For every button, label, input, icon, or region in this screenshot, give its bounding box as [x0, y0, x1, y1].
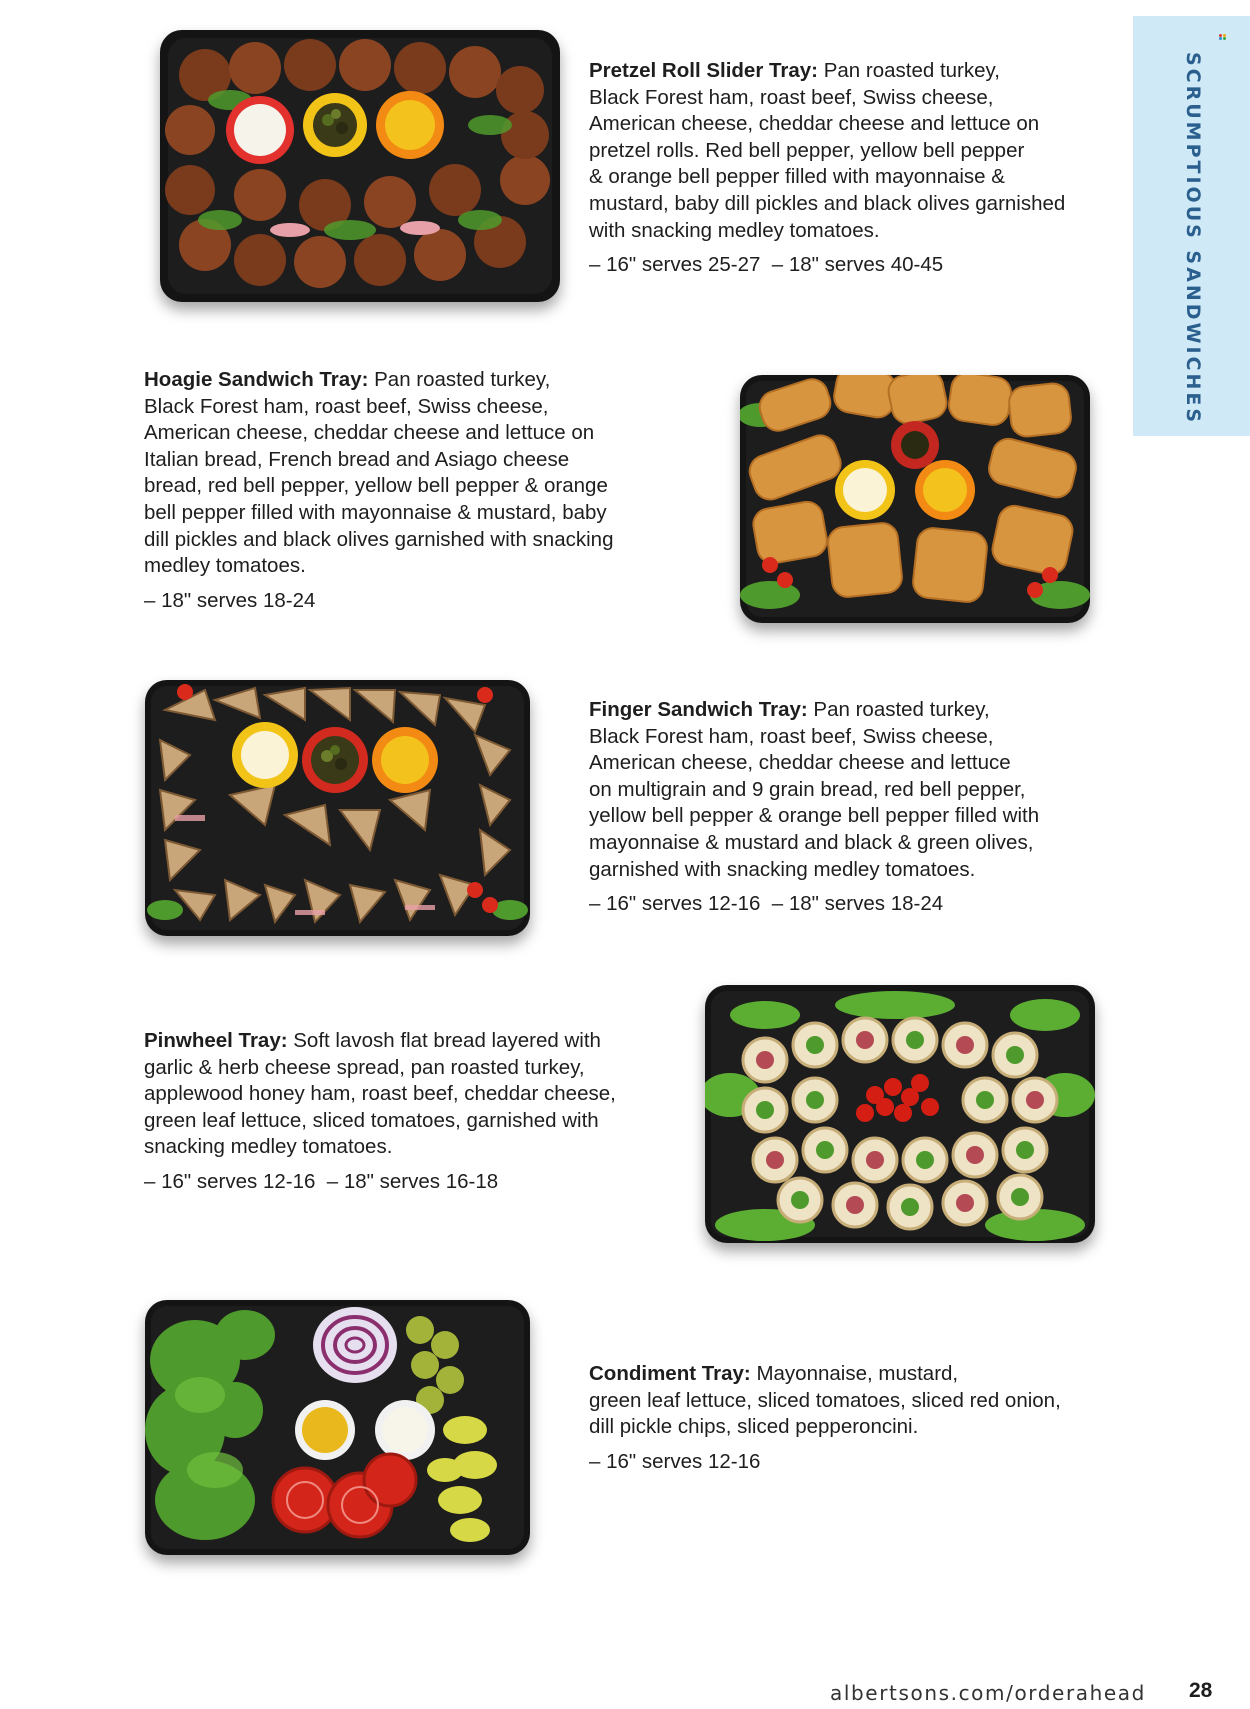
product-condiment-tray: [589, 1361, 1061, 1475]
footer-url[interactable]: albertsons.com/orderahead: [830, 1681, 1146, 1705]
product-serves: – 16" serves 25-27 – 18" serves 40-45: [589, 253, 944, 277]
product-desc-line: Pan roasted turkey,: [807, 698, 990, 721]
product-desc-line: dill pickle chips, sliced pepperoncini.: [589, 1415, 919, 1439]
finger-sandwich-tray-image: [145, 680, 530, 936]
product-serves: – 16" serves 12-16: [589, 1449, 761, 1473]
product-desc-line: American cheese, cheddar cheese and lettuce: [589, 751, 1011, 775]
product-desc-line: pretzel rolls. Red bell pepper, yellow bell pepper: [589, 138, 1025, 162]
hoagie-sandwich-tray-image: [740, 375, 1090, 623]
condiment-tray-image: [145, 1300, 530, 1555]
section-tab-label: SCRUMPTIOUS SANDWICHES: [1182, 52, 1204, 426]
product-serves: – 16" serves 12-16 – 18" serves 18-24: [589, 892, 944, 916]
product-pinwheel-tray: [144, 1028, 616, 1196]
product-desc-line: Black Forest ham, roast beef, Swiss cheese,: [144, 394, 549, 418]
product-desc-line: garlic & herb cheese spread, pan roasted turkey,: [144, 1055, 585, 1079]
product-desc-line: green leaf lettuce, sliced tomatoes, garnished with: [144, 1108, 599, 1132]
product-desc-line: Mayonnaise, mustard,: [750, 1362, 959, 1385]
page-number: 28: [1189, 1679, 1213, 1702]
product-desc-line: American cheese, cheddar cheese and lettuce on: [144, 421, 595, 445]
product-finger-sandwich-tray: [589, 697, 1039, 918]
product-hoagie-sandwich-tray: [144, 367, 613, 614]
product-name: Pinwheel Tray:: [144, 1029, 288, 1052]
product-desc-line: medley tomatoes.: [144, 554, 306, 578]
product-desc-line: American cheese, cheddar cheese and lettuce on: [589, 112, 1040, 136]
product-desc-line: bell pepper filled with mayonnaise & mustard, baby: [144, 500, 607, 524]
product-name: Hoagie Sandwich Tray:: [144, 368, 369, 391]
product-desc-line: green leaf lettuce, sliced tomatoes, sliced red onion,: [589, 1388, 1061, 1412]
product-desc-line: on multigrain and 9 grain bread, red bell pepper,: [589, 777, 1026, 801]
product-desc-line: yellow bell pepper & orange bell pepper filled with: [589, 804, 1040, 828]
product-desc-line: Soft lavosh flat bread layered with: [287, 1029, 601, 1052]
product-desc-line: mustard, baby dill pickles and black olives garnished: [589, 191, 1066, 215]
pretzel-slider-tray-image: [160, 30, 560, 302]
product-desc-line: Pan roasted turkey,: [368, 368, 551, 391]
product-pretzel-slider-tray: [589, 58, 1065, 279]
product-desc-line: garnished with snacking medley tomatoes.: [589, 857, 976, 881]
product-desc-line: applewood honey ham, roast beef, cheddar cheese,: [144, 1082, 616, 1106]
product-name: Finger Sandwich Tray:: [589, 698, 808, 721]
product-name: Condiment Tray:: [589, 1362, 751, 1385]
product-serves: – 18" serves 18-24: [144, 588, 316, 612]
product-desc-line: with snacking medley tomatoes.: [589, 218, 880, 242]
product-desc-line: Pan roasted turkey,: [818, 59, 1000, 82]
product-desc-line: Black Forest ham, roast beef, Swiss cheese,: [589, 85, 994, 109]
product-serves: – 16" serves 12-16 – 18" serves 16-18: [144, 1169, 499, 1193]
logo-dots: [1219, 34, 1227, 40]
product-desc-line: dill pickles and black olives garnished with snacking: [144, 527, 614, 551]
product-desc-line: mayonnaise & mustard and black & green olives,: [589, 830, 1034, 854]
product-desc-line: & orange bell pepper filled with mayonnaise &: [589, 165, 1005, 189]
product-desc-line: Black Forest ham, roast beef, Swiss cheese,: [589, 724, 994, 748]
pinwheel-tray-image: [705, 985, 1095, 1243]
product-desc-line: snacking medley tomatoes.: [144, 1135, 393, 1159]
product-desc-line: Italian bread, French bread and Asiago cheese: [144, 447, 570, 471]
product-desc-line: bread, red bell pepper, yellow bell pepper & orange: [144, 474, 608, 498]
product-name: Pretzel Roll Slider Tray:: [589, 59, 818, 82]
